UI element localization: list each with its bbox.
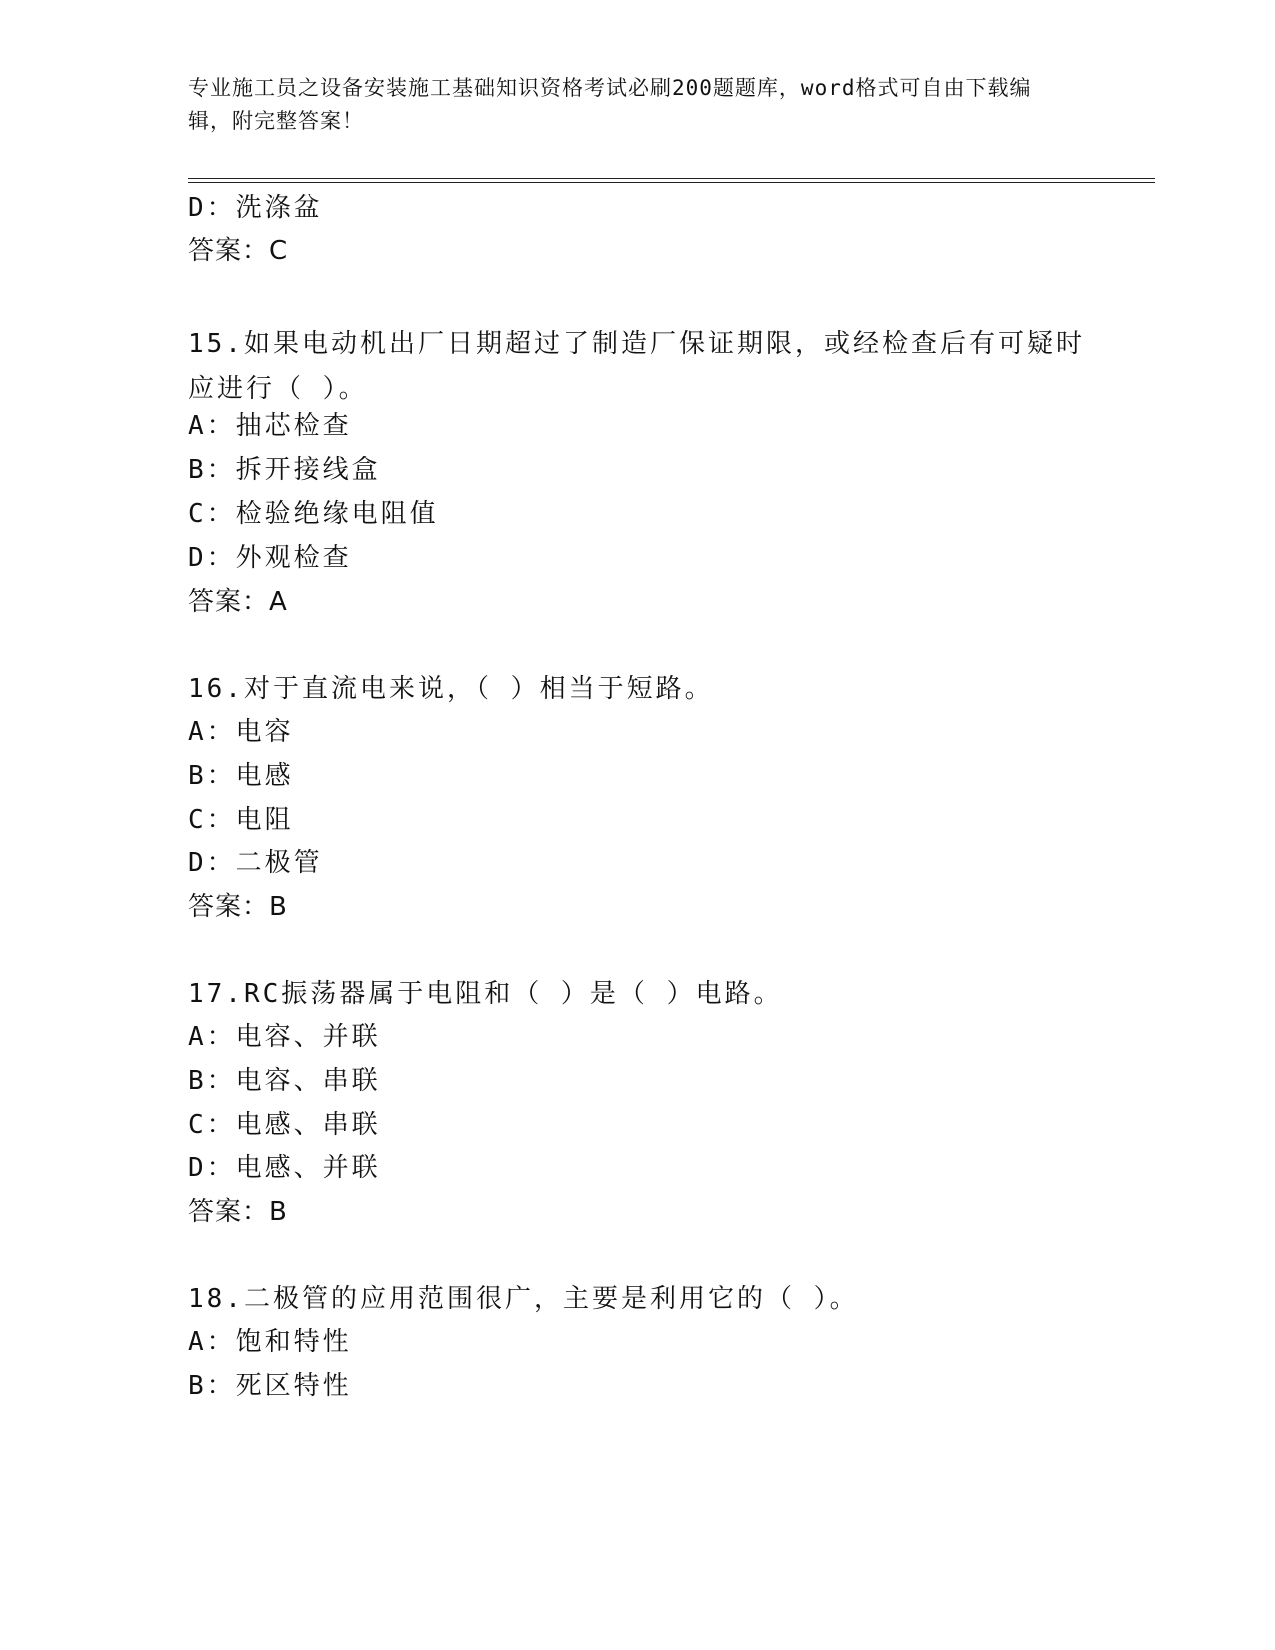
question-17-answer: 答案：B bbox=[188, 1197, 288, 1227]
header-divider-top bbox=[188, 178, 1155, 179]
question-15-option-b: B：拆开接线盒 bbox=[188, 455, 381, 485]
question-15-answer: 答案：A bbox=[188, 587, 288, 617]
question-16-option-c: C：电阻 bbox=[188, 805, 294, 835]
question-18-stem: 18.二极管的应用范围很广，主要是利用它的（ ）。 bbox=[188, 1284, 859, 1314]
question-17-stem: 17.RC振荡器属于电阻和（ ）是（ ）电路。 bbox=[188, 979, 783, 1009]
question-17-option-b: B：电容、串联 bbox=[188, 1066, 381, 1096]
prev-answer: 答案：C bbox=[188, 236, 289, 266]
question-16-option-a: A：电容 bbox=[188, 717, 294, 747]
question-15-option-d: D：外观检查 bbox=[188, 543, 352, 573]
question-18-option-a: A：饱和特性 bbox=[188, 1327, 352, 1357]
question-16-stem: 16.对于直流电来说，（ ）相当于短路。 bbox=[188, 674, 714, 704]
document-header: 专业施工员之设备安装施工基础知识资格考试必刷200题题库，word格式可自由下载编辑，附完整答案！ bbox=[188, 76, 1032, 133]
question-17-option-d: D：电感、并联 bbox=[188, 1153, 381, 1183]
question-16-option-d: D：二极管 bbox=[188, 848, 323, 878]
question-16-answer: 答案：B bbox=[188, 892, 288, 922]
header-divider-bottom bbox=[188, 182, 1155, 183]
question-16-option-b: B：电感 bbox=[188, 761, 294, 791]
question-15-option-a: A：抽芯检查 bbox=[188, 411, 352, 441]
question-17-option-a: A：电容、并联 bbox=[188, 1022, 381, 1052]
prev-option-d: D：洗涤盆 bbox=[188, 193, 323, 223]
question-15-option-c: C：检验绝缘电阻值 bbox=[188, 499, 439, 529]
question-17-option-c: C：电感、串联 bbox=[188, 1110, 381, 1140]
question-15-stem: 15.如果电动机出厂日期超过了制造厂保证期限，或经检查后有可疑时应进行（ ）。 bbox=[188, 329, 1085, 404]
question-18-option-b: B：死区特性 bbox=[188, 1371, 352, 1401]
